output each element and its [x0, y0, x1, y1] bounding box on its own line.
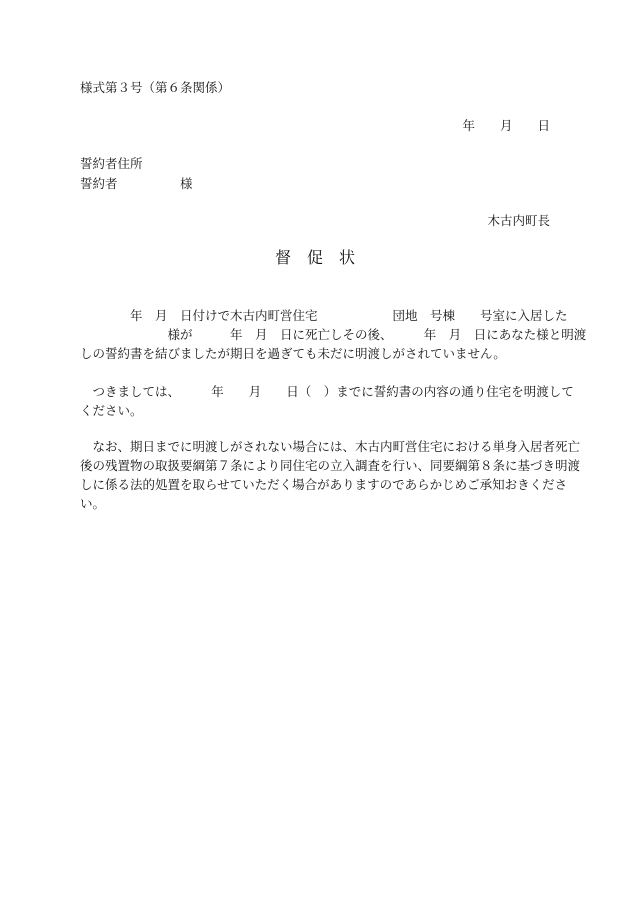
- body-line: 年 月 日付けで木古内町営住宅 団地 号棟 号室に入居した: [80, 308, 568, 323]
- body-line: つきましては、 年 月 日（ ）までに誓約書の内容の通り住宅を明渡して: [80, 384, 574, 399]
- pledger-address-label: 誓約者住所: [80, 156, 143, 171]
- body-line: 様が 年 月 日に死亡しその後、 年 月 日にあなた様と明渡: [80, 327, 587, 342]
- body-line: なお、期日までに明渡しがされない場合には、木古内町営住宅における単身入居者死亡: [80, 439, 581, 454]
- document-title: 督 促 状: [274, 248, 355, 267]
- form-number: 様式第３号（第６条関係）: [80, 80, 231, 95]
- body-line: い。: [80, 496, 106, 511]
- issuer-name: 木古内町長: [487, 213, 550, 228]
- body-line: しに係る法的処置を取らせていただく場合がありますのであらかじめご承知おきくださ: [80, 477, 568, 492]
- body-line: 後の残置物の取扱要綱第７条により同住宅の立入調査を行い、同要綱第８条に基づき明渡: [80, 458, 581, 473]
- body-line: しの誓約書を結びましたが期日を過ぎても未だに明渡しがされていません。: [80, 346, 506, 361]
- body-line: ください。: [80, 403, 143, 418]
- issue-date: 年 月 日: [462, 118, 550, 133]
- pledger-name-line: 誓約者 様: [80, 176, 193, 191]
